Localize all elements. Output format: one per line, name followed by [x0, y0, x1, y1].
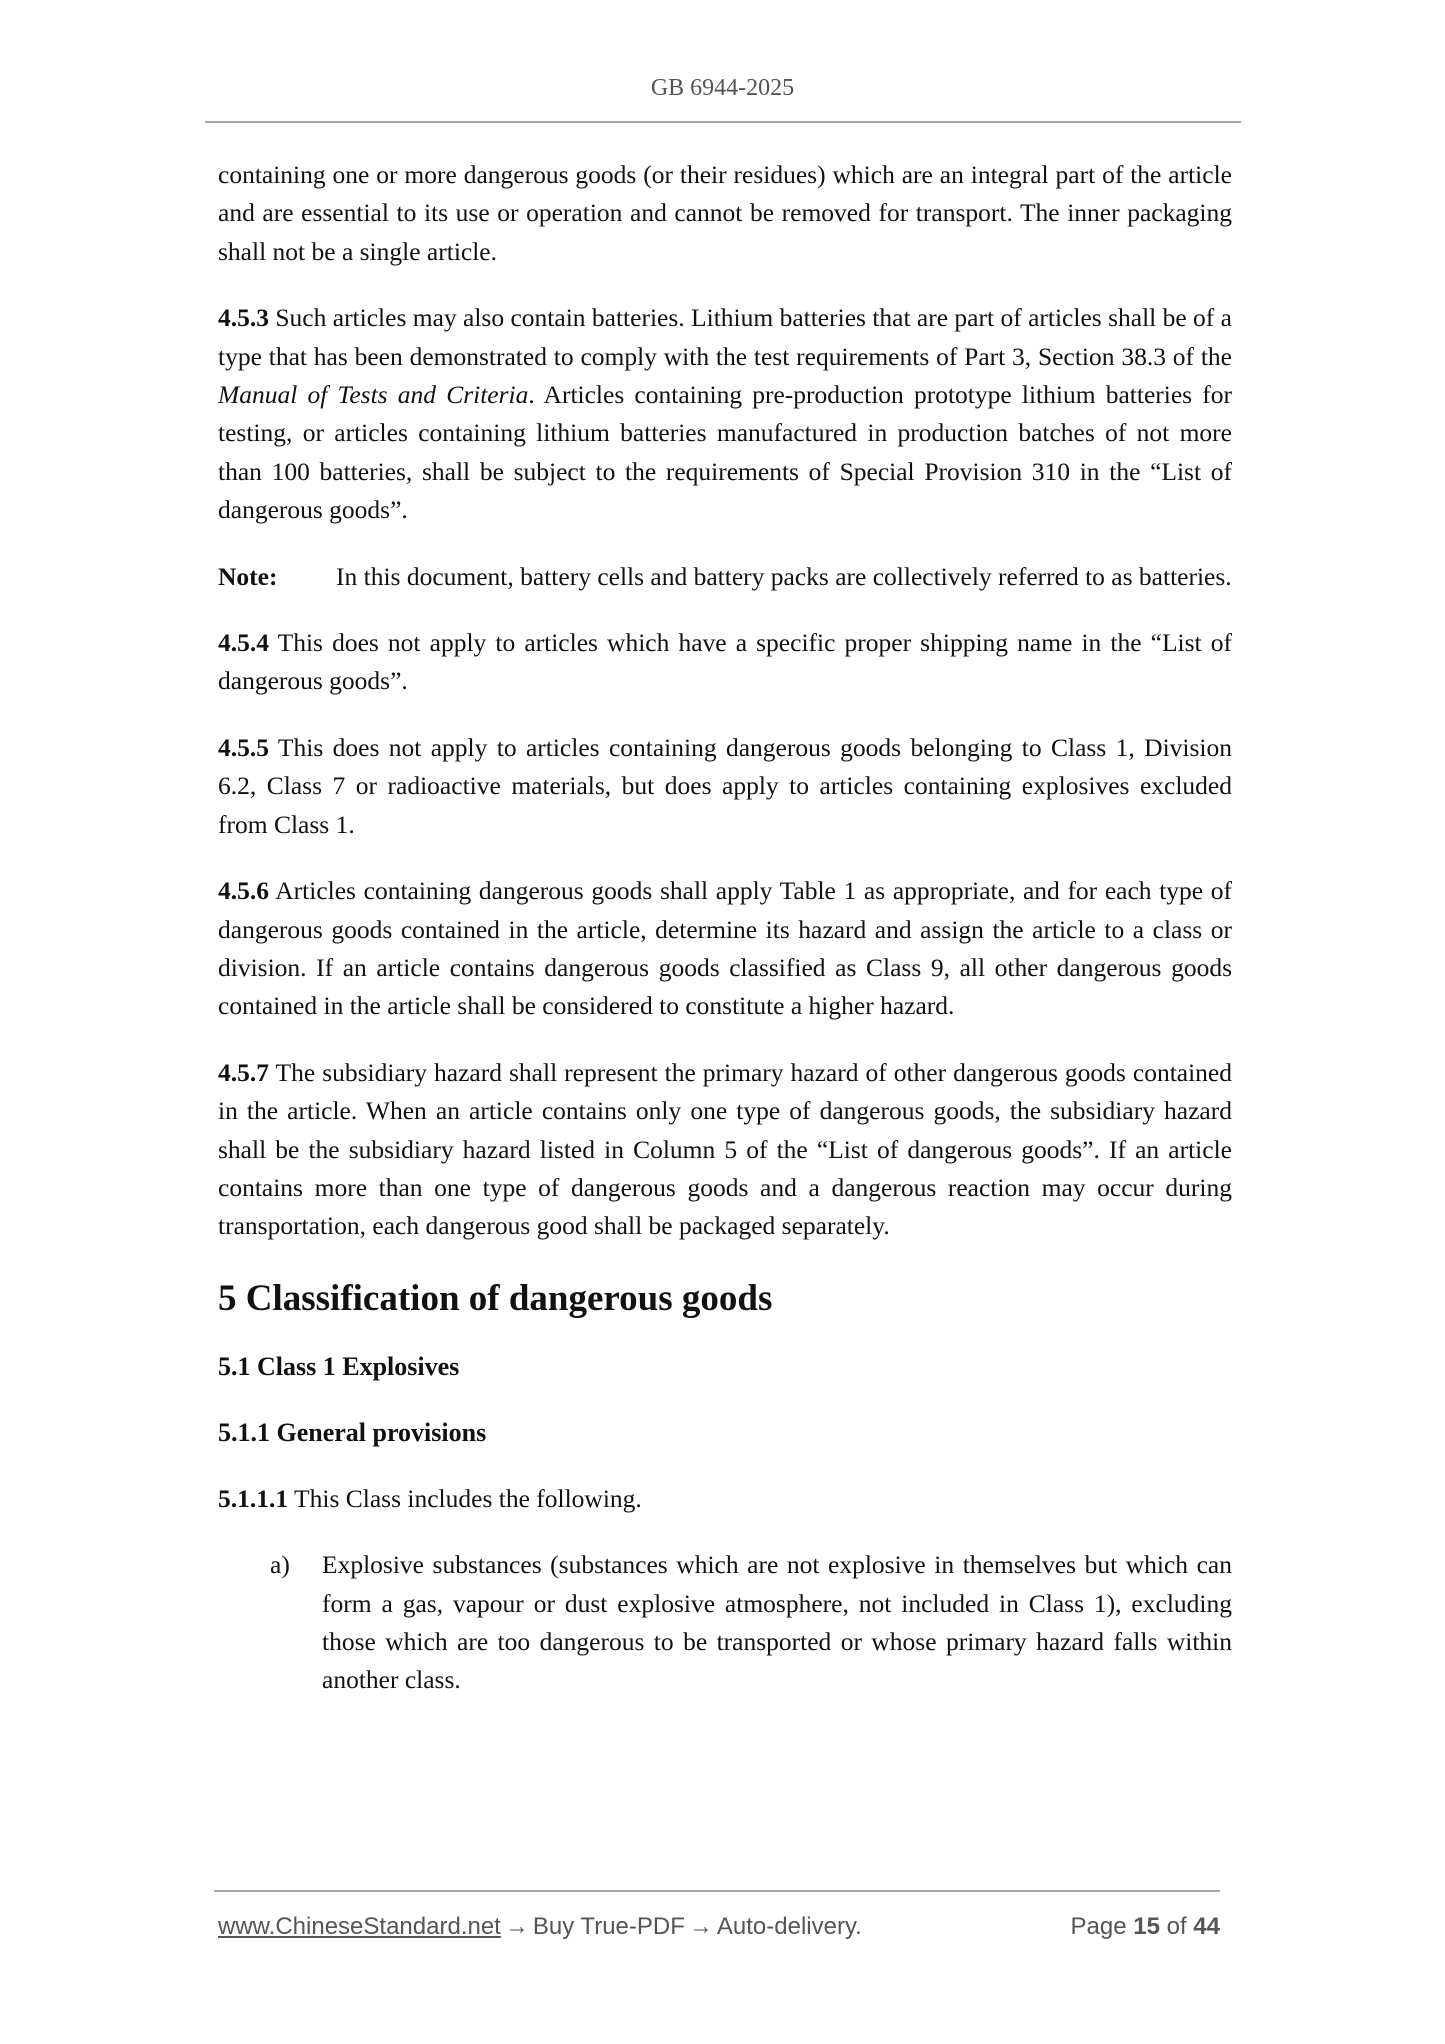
- clause-number: 4.5.5: [218, 732, 269, 762]
- clause-text: This Class includes the following.: [288, 1483, 642, 1513]
- note-label: Note:: [218, 561, 278, 591]
- footer-promo: [218, 1910, 862, 1944]
- clause-text: Articles containing dangerous goods shall apply Table 1 as appropriate, and for each type of dangerous goods contained in the article, determine its hazard and assign the article to a class or division. If an article contains dangerous goods classified as Class 9, all other dangerous goods contained in the article shall be considered to constitute a higher hazard.: [218, 876, 1232, 1021]
- page-label: Page: [1070, 1913, 1127, 1940]
- list-item-text: Explosive substances (substances which are not explosive in themselves but which can form a gas, vapour or dust explosive atmosphere, not included in Class 1), excluding those which are too dangerous to be transported or whose primary hazard falls within another class.: [322, 1550, 1232, 1695]
- document-header: [0, 70, 1445, 106]
- section-heading-5-1: 5.1 Class 1 Explosives: [218, 1351, 460, 1381]
- footer-divider: [214, 1890, 1220, 1892]
- paragraph-4-5-3: [218, 299, 1232, 529]
- clause-text: This does not apply to articles which have a specific proper shipping name in the “List of dangerous goods”.: [218, 628, 1232, 696]
- paragraph-4-5-7: [218, 1054, 1232, 1246]
- paragraph-4-5-6: [218, 872, 1232, 1026]
- clause-text: The subsidiary hazard shall represent the primary hazard of other dangerous goods contained in the article. When an article contains only one type of dangerous goods, the subsidiary hazard shall be the subsidiary hazard listed in Column 5 of the “List of dangerous goods”. If an article contains more than one type of dangerous goods and a dangerous reaction may occur during transportation, each dangerous good shall be packaged separately.: [218, 1057, 1232, 1241]
- note-block: [218, 558, 1232, 596]
- clause-text: Such articles may also contain batteries. Lithium batteries that are part of articles shall be of a type that has been demonstrated to comply with the test requirements of Part 3, Section 38.3 of the: [218, 303, 1232, 371]
- clause-number: 4.5.6: [218, 876, 269, 906]
- section-heading-5: 5 Classification of dangerous goods: [218, 1277, 773, 1319]
- arrow-right-icon: →: [504, 1913, 529, 1940]
- total-pages: 44: [1193, 1913, 1220, 1940]
- clause-text-cont: . Articles containing pre-production prototype lithium batteries for testing, or articles containing lithium batteries manufactured in production batches of not more than 100 batteries, shall be subject to the requirements of Special Provision 310 in the “List of dangerous goods”.: [218, 380, 1232, 525]
- arrow-right-icon: →: [688, 1913, 713, 1940]
- header-divider: [205, 121, 1241, 123]
- clause-number: 4.5.3: [218, 303, 269, 333]
- delivery-text: Auto-delivery.: [716, 1913, 862, 1940]
- manual-title: Manual of Tests and Criteria: [218, 380, 529, 410]
- of-label: of: [1166, 1913, 1187, 1940]
- clause-number: 4.5.4: [218, 628, 269, 658]
- paragraph-continuation: containing one or more dangerous goods (or their residues) which are an integral part of the article and are essential to its use or operation and cannot be removed for transport. The inner packaging shall not be a single article.: [218, 160, 1232, 266]
- document-id: GB 6944-2025: [650, 75, 795, 101]
- website-link[interactable]: www.ChineseStandard.net: [218, 1913, 501, 1940]
- buy-text: Buy True-PDF: [532, 1913, 685, 1940]
- list-marker: a): [270, 1550, 290, 1580]
- clause-text: This does not apply to articles containing dangerous goods belonging to Class 1, Division 6.2, Class 7 or radioactive materials, but does apply to articles containing explosives excluded from Class 1.: [218, 732, 1232, 839]
- clause-number: 5.1.1.1: [218, 1483, 289, 1513]
- note-text: In this document, battery cells and battery packs are collectively referred to as batteries.: [336, 561, 1232, 591]
- clause-number: 4.5.7: [218, 1057, 269, 1087]
- list-item: [218, 1546, 1232, 1700]
- current-page: 15: [1133, 1913, 1160, 1940]
- paragraph-5-1-1-1: [218, 1480, 1232, 1518]
- paragraph-4-5-4: [218, 624, 1232, 701]
- section-heading-5-1-1: 5.1.1 General provisions: [218, 1417, 487, 1447]
- page-number: [1071, 1910, 1221, 1944]
- page-footer: [218, 1910, 1220, 1944]
- paragraph-4-5-5: [218, 729, 1232, 844]
- document-body: [218, 156, 1232, 1720]
